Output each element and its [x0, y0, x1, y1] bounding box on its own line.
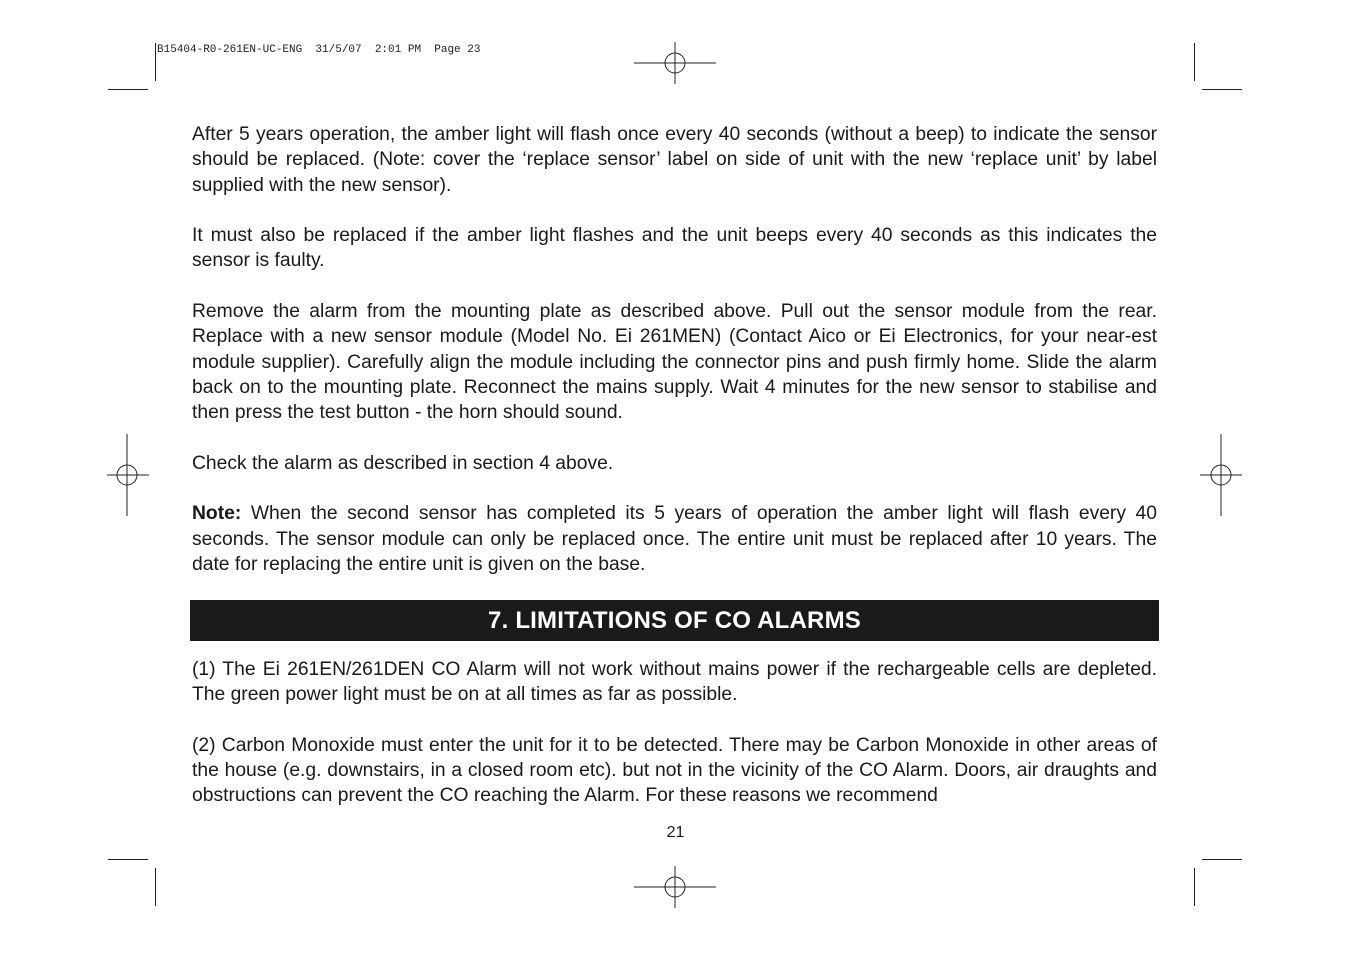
paragraph-note — [192, 501, 1157, 577]
registration-mark-left — [107, 434, 149, 516]
paragraph-limitation-2: (2) Carbon Monoxide must enter the unit for it to be detected. There may be Carbon Monoxide in other areas of the house (e.g. downstairs, in a closed room etc). but not in the vicinity of the CO Alarm. Doors, air draughts and obstructions can prevent the CO reaching the Alarm. For these reasons we recommend — [192, 734, 1157, 807]
crop-mark-top-right-h — [1202, 89, 1242, 90]
registration-mark-bottom — [634, 866, 716, 908]
paragraph-sensor-replacement: After 5 years operation, the amber light will flash once every 40 seconds (without a beep) to indicate the sensor should be replaced. (Note: cover the ‘replace sensor’ label on side of unit with the new ‘replace unit’ by label supplied with the new sensor). — [192, 124, 1157, 196]
paragraph-check-alarm: Check the alarm as described in section 4 above. — [192, 452, 614, 474]
paragraph-faulty-sensor: It must also be replaced if the amber light flashes and the unit beeps every 40 seconds as this indicates the sensor is faulty. — [192, 225, 1157, 272]
paragraph-replacement-procedure: Remove the alarm from the mounting plate as described above. Pull out the sensor module from the rear. Replace with a new sensor module (Model No. Ei 261MEN) (Contact Aico or Ei Electronics, for your near-est module supplier). Carefully align the module including the connector pins and push firmly home. Slide the alarm back on to the mounting plate. Reconnect the mains supply. Wait 4 minutes for the new sensor to stabilise and then press the test button - the horn should sound. — [192, 301, 1157, 424]
note-label: Note: — [192, 503, 242, 525]
crop-mark-top-left-h — [108, 89, 148, 90]
paragraph-limitation-1: (1) The Ei 261EN/261DEN CO Alarm will not work without mains power if the rechargeable cells are depleted. The green power light must be on at all times as far as possible. — [192, 659, 1157, 706]
crop-mark-bottom-left-h — [108, 859, 148, 860]
registration-mark-top — [634, 42, 716, 84]
crop-mark-bottom-right-v — [1194, 868, 1195, 906]
crop-mark-bottom-left-v — [155, 868, 156, 906]
section-body-text — [192, 657, 1157, 809]
crop-mark-top-right-v — [1194, 43, 1195, 81]
section-heading: 7. LIMITATIONS OF CO ALARMS — [488, 606, 861, 634]
note-text: When the second sensor has completed its 5 years of operation the amber light will flash every 40 seconds. The sensor module can only be replaced once. The entire unit must be replaced after 10 years. The date for replacing the entire unit is given on the base. — [192, 503, 1157, 576]
print-slug: B15404-R0-261EN-UC-ENG 31/5/07 2:01 PM Page 23 — [157, 44, 481, 56]
crop-mark-top-left-v — [155, 43, 156, 81]
body-text — [192, 122, 1157, 599]
page-number: 21 — [666, 824, 685, 841]
section-heading-bar — [190, 600, 1159, 641]
crop-mark-bottom-right-h — [1202, 859, 1242, 860]
registration-mark-right — [1200, 434, 1242, 516]
